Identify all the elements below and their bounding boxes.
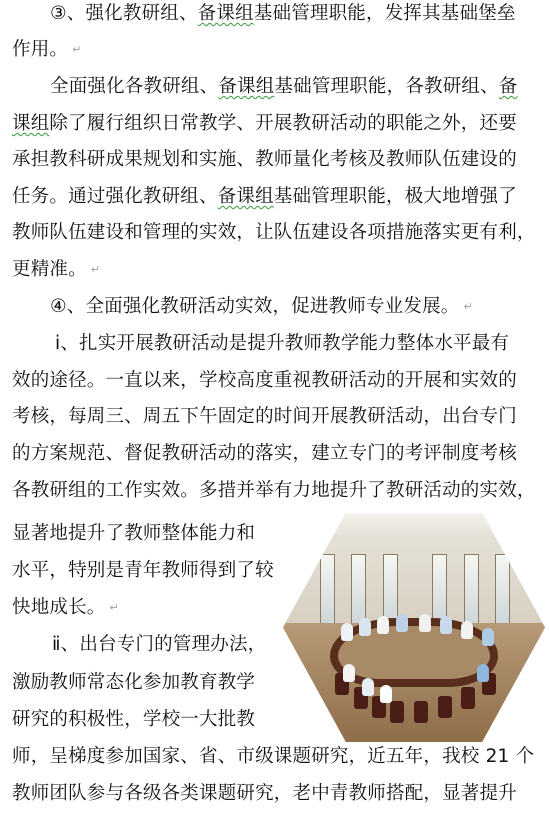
text-line: 快地成长。 ↵ xyxy=(12,597,119,618)
text-line: 师，呈梯度参加国家、省、市级课题研究，近五年，我校 21 个 xyxy=(12,746,535,767)
text-line: 承担教科研成果规划和实施、教师量化考核及教师队伍建设的 xyxy=(12,149,517,170)
text-line: 教师团队参与各级各类课题研究，老中青教师搭配，显著提升 xyxy=(12,783,517,804)
text-line: ③、强化教研组、备课组基础管理职能，发挥其基础堡垒 xyxy=(50,3,516,24)
text-line: 考核，每周三、周五下午固定的时间开展教研活动，出台专门 xyxy=(12,406,517,427)
meeting-photo xyxy=(283,513,545,742)
text-line: 的方案规范、督促教研活动的落实，建立专门的考评制度考核 xyxy=(12,443,517,464)
text-line: ④、全面强化教研活动实效，促进教师专业发展。 ↵ xyxy=(50,296,473,317)
text-line: 全面强化各教研组、备课组基础管理职能，各教研组、备 xyxy=(50,76,518,97)
text-line: 任务。通过强化教研组、备课组基础管理职能，极大地增强了 xyxy=(12,186,517,207)
text-line: 课组除了履行组织日常教学、开展教研活动的职能之外，还要 xyxy=(12,113,517,134)
text-line: 激励教师常态化参加教育教学 xyxy=(12,672,256,693)
text-line: 效的途径。一直以来，学校高度重视教研活动的开展和实效的 xyxy=(12,370,517,391)
paragraph-mark-icon: ↵ xyxy=(90,263,101,276)
text-line: 更精准。 ↵ xyxy=(12,259,101,280)
text-line: 作用。 ↵ xyxy=(12,39,82,60)
text-line: ⅰ、扎实开展教研活动是提升教师教学能力整体水平最有 xyxy=(55,333,510,354)
text-line: 研究的积极性，学校一大批教 xyxy=(12,709,256,730)
paragraph-mark-icon: ↵ xyxy=(109,601,119,614)
text-line: 各教研组的工作实效。多措并举有力地提升了教研活动的实效， xyxy=(12,480,536,501)
paragraph-mark-icon: ↵ xyxy=(463,300,473,313)
text-line: 显著地提升了教师整体能力和 xyxy=(12,523,256,544)
text-line: 教师队伍建设和管理的实效，让队伍建设各项措施落实更有利， xyxy=(12,222,536,243)
paragraph-mark-icon: ↵ xyxy=(72,43,82,56)
text-line: 水平，特别是青年教师得到了较 xyxy=(12,560,274,581)
text-line: ⅱ、出台专门的管理办法， xyxy=(52,634,267,655)
